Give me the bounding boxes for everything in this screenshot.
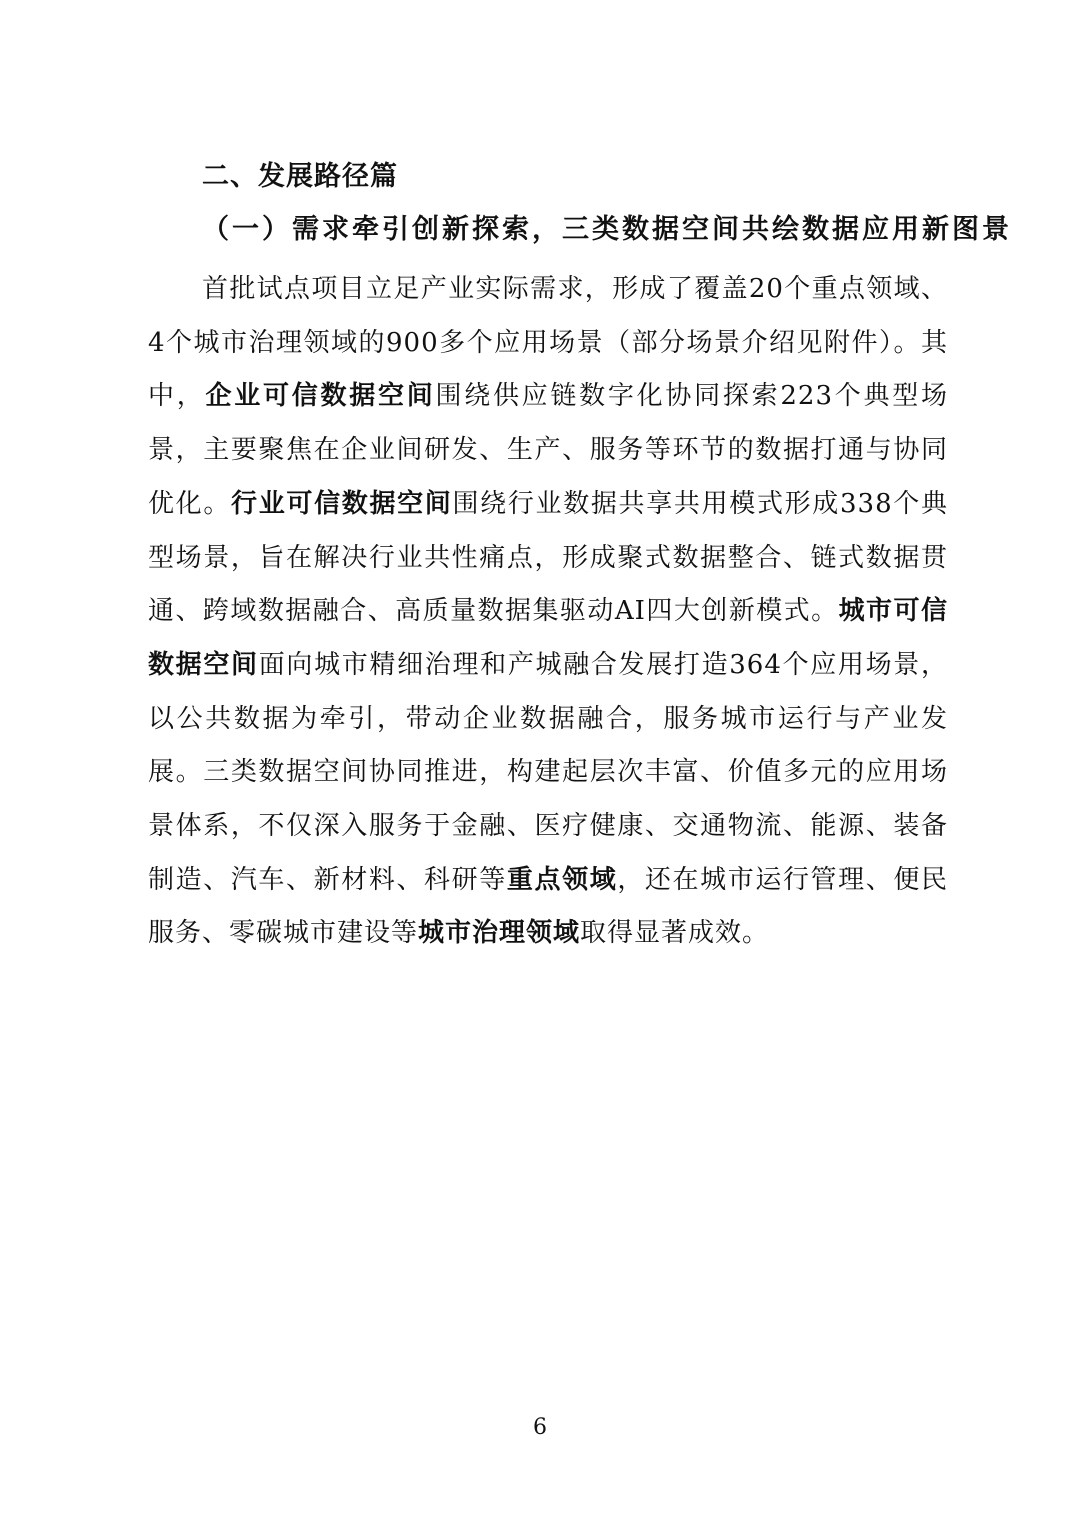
paragraph-text-1: 首批试点项目立足产业实际需求，形成了覆盖20个重点领域、4个城市治理领域的900多个应用场景（部分场景介绍见附件）。其中，	[148, 274, 948, 412]
paragraph-text-6: 取得显著成效。	[580, 918, 770, 949]
paragraph-text-4: 面向城市精细治理和产城融合发展打造364个应用场景，以公共数据为牵引，带动企业数据融合，服务城市运行与产业发展。三类数据空间协同推进，构建起层次丰富、价值多元的应用场景体系，不仅深入服务于金融、医疗健康、交通物流、能源、装备制造、汽车、新材料、科研等	[148, 649, 948, 895]
paragraph-text-5: ，还在城市运行管理、便民服务、零碳城市建设等	[148, 864, 948, 949]
bold-term-city-space: 城市可信数据空间	[148, 596, 948, 680]
page-number: 6	[533, 1415, 547, 1440]
bold-term-enterprise-space: 企业可信数据空间	[205, 381, 436, 412]
paragraph-text-3: 围绕行业数据共享共用模式形成338个典型场景，旨在解决行业共性痛点，形成聚式数据整合、链式数据贯通、跨域数据融合、高质量数据集驱动AI四大创新模式。	[148, 488, 948, 627]
section-heading: 二、发展路径篇	[202, 161, 398, 192]
paragraph-text-2: 围绕供应链数字化协同探索223个典型场景，主要聚焦在企业间研发、生产、服务等环节的数据打通与协同优化。	[148, 381, 948, 519]
body-paragraph	[148, 263, 948, 961]
bold-term-industry-space: 行业可信数据空间	[231, 488, 453, 519]
bold-term-key-fields: 重点领域	[506, 864, 618, 895]
subsection-heading: （一）需求牵引创新探索，三类数据空间共绘数据应用新图景	[202, 214, 1012, 245]
bold-term-city-governance: 城市治理领域	[418, 918, 581, 949]
